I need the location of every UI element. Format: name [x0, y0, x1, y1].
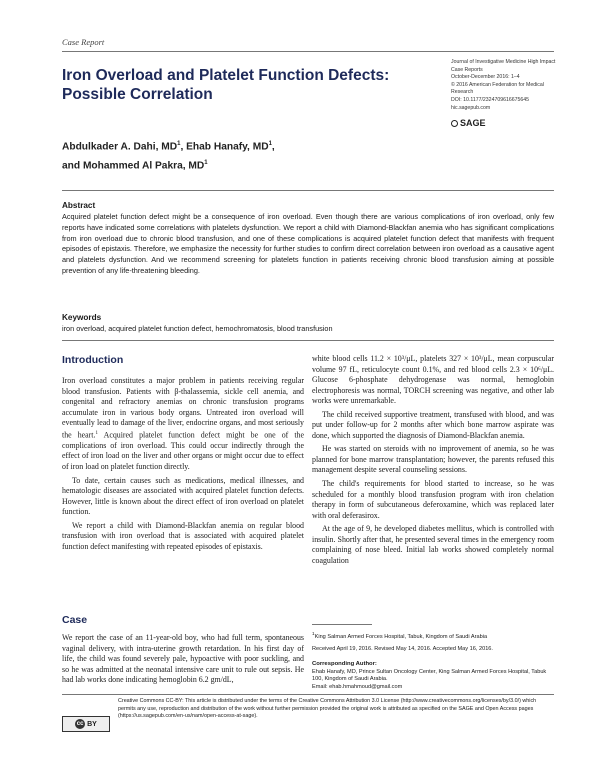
doi: DOI: 10.1177/2324709616675645	[451, 96, 530, 103]
by-label: BY	[87, 720, 97, 728]
affil-sup: 1	[177, 141, 181, 147]
affil-sup: 1	[204, 160, 208, 167]
received-dates: Received April 19, 2016. Revised May 14, 2016. Accepted May 16, 2016.	[312, 646, 493, 652]
license-text: Creative Commons CC-BY: This article is distributed under the terms of the Creative Commons Attribution 3.0 License (http://www.creativecommons.org/licenses/by/3.0/) which permits any use, reproduction and distribution of the work without further permission provided the original work is attributed as specified on the SAGE and Open Access pages (https://us.sagepub.com/en-us/nam/open-access-at-sage).	[118, 698, 537, 720]
journal-meta	[451, 59, 561, 112]
journal-name: Journal of Investigative Medicine High Impact Case Reports	[451, 59, 556, 73]
intro-paragraph: To date, certain causes such as medications, medical illnesses, and hematologic diseases are associated with acquired platelet function defects. However, little is known about the direct effect of iron overload on platelet function.	[62, 475, 304, 517]
cc-icon: cc	[76, 721, 84, 727]
corresponding-email[interactable]: Email: ehab.hmahmoud@gmail.com	[312, 683, 403, 690]
keywords-heading: Keywords	[62, 313, 102, 322]
sage-ring-icon	[451, 120, 458, 127]
case-paragraph: The child's requirements for blood started to increase, so he was scheduled for a monthly blood transfusion program with iron chelation therapy in form of subcutaneous deferoxamine, which was replaced later with oral deferasirox.	[312, 479, 554, 520]
license-rule	[62, 694, 554, 695]
abstract-text: Acquired platelet function defect might be a consequence of iron overload. Even though there are various complications of iron overload, only few reports have indicated some correlations with platelets dysfunction. We report a child with Diamond-Blackfan anemia who has significant complications from iron overload due to chronic blood transfusion, and one of these complications is acquired platelet function defect that manifests with frequent episodes of epistaxis. Therefore, we emphasize the necessity for further studies to confirm direct correlation between iron overload as a causative agent and platelets dysfunction. And we recommend screening for platelets function in patients receiving chronic blood transfusion aiming at possible prevention of any life-threatening bleeding.	[62, 212, 554, 275]
abstract-heading: Abstract	[62, 201, 96, 210]
author-3: and Mohammed Al Pakra, MD	[62, 160, 205, 172]
sage-logo	[451, 118, 486, 128]
intro-body	[62, 376, 304, 555]
author-list	[62, 136, 442, 175]
abstract-rule	[62, 190, 554, 191]
cc-by-badge	[62, 716, 110, 732]
intro-heading: Introduction	[62, 354, 124, 366]
journal-issue: October-December 2016: 1–4	[451, 74, 520, 81]
article-title: Iron Overload and Platelet Function Defects: Possible Correlation	[62, 67, 390, 103]
copyright: © 2016 American Federation for Medical Research	[451, 81, 544, 96]
keywords-rule	[62, 340, 554, 341]
author-1: Abdulkader A. Dahi, MD	[62, 141, 178, 153]
footnote-rule	[312, 624, 372, 625]
journal-site[interactable]: hic.sagepub.com	[451, 104, 491, 111]
case-paragraph: white blood cells 11.2 × 10³/μL, platelets 327 × 10³/μL, mean corpuscular volume 97 fL, reticulocyte count 0.1%, and red blood cells 2.3 × 10⁶/μL. Glucose 6-phosphate dehydrogenase was normal, hemoglobin electrophoresis was normal, TORCH screening was negative, and other lab works were unremarkable.	[312, 354, 554, 406]
case-paragraph: He was started on steroids with no improvement of anemia, so he was planned for bone marrow transplantation; however, the parents refused this management despite several counseling sessions.	[312, 444, 554, 475]
case-paragraph: We report the case of an 11-year-old boy, who had full term, spontaneous vaginal delivery, with intra-uterine growth retardation. In his first day of life, the child was found severely pale, hypoactive with poor suckling, and so he was admitted at the neonatal intensive care unit to rule out sepsis. He had lab works done indicating hemoglobin 6.2 gm/dL,	[62, 633, 304, 685]
case-body-continued	[312, 354, 554, 569]
article-type: Case Report	[62, 37, 105, 47]
intro-paragraph: We report a child with Diamond-Blackfan anemia on regular blood transfusion with iron overload that is associated with acquired platelet function defect manifesting with repeated episodes of epistaxis.	[62, 520, 304, 551]
keywords-text: iron overload, acquired platelet function defect, hemochromatosis, blood transfusion	[62, 324, 333, 333]
top-rule	[62, 51, 554, 52]
case-body	[62, 633, 304, 689]
affiliation: $^1$King Salman Armed Forces Hospital, Tabuk, Kingdom of Saudi Arabia	[312, 631, 488, 640]
sage-wordmark: SAGE	[460, 118, 486, 128]
author-sep: ,	[271, 141, 275, 153]
intro-paragraph: Iron overload constitutes a major problem in patients receiving regular blood transfusion. Patients with β-thalassemia, sickle cell anemia, and congenital and refractory anemias on chronic transfusion programs accumulate iron in various body organs. Untreated iron overload will eventually lead to damage of the liver, endocrine organs, and most seriously the heart.$^1$ Acquired platelet function defect might be one of the complications of iron overload. This could occur indirectly through the effect of iron load on the liver and other organs or might occur due to effect of iron load on platelet function directly.	[62, 376, 304, 471]
affil-sup: 1	[268, 141, 272, 147]
case-paragraph: At the age of 9, he developed diabetes mellitus, which is controlled with insulin. Shortly after that, he presented several times in the emergency room complaining of nose bleed. Initial lab works showed completely normal coagulation	[312, 524, 554, 565]
corresponding-address: Ehab Hanafy, MD, Prince Sultan Oncology Center, King Salman Armed Forces Hospital, Tabuk 100, Kingdom of Saudi Arabia.	[312, 668, 547, 683]
author-2: , Ehab Hanafy, MD	[180, 141, 269, 153]
case-paragraph: The child received supportive treatment, transfused with blood, and was put under follow-up for 2 months after which bone marrow aspirate was done, which supported the diagnosis of Diamond-Blackfan anemia.	[312, 409, 554, 440]
corresponding-heading: Corresponding Author:	[312, 661, 377, 667]
case-heading: Case	[62, 614, 88, 626]
corresponding-author	[312, 661, 554, 691]
